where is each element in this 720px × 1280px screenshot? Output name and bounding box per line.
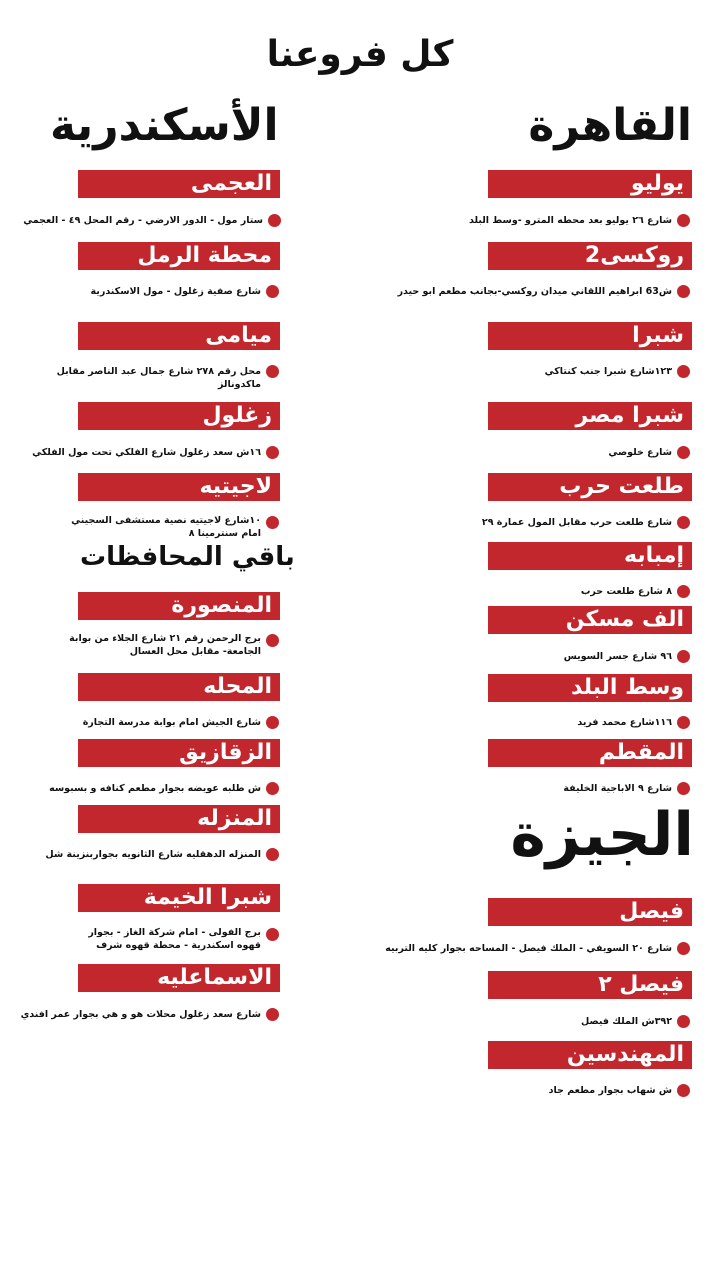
location-dot-icon	[677, 516, 690, 529]
location-dot-icon	[268, 214, 281, 227]
cairo-heading: القاهرة	[528, 100, 692, 151]
branch-address: ستار مول - الدور الارضي - رقم المحل ٤٩ - العجمي	[23, 215, 263, 226]
branch-address: ١٠شارع لاجيتيه نصية مستشفى السجيني امام سنترمينا ٨	[71, 515, 261, 539]
branch-address: شارع ٢٦ يوليو بعد محطه المترو -وسط البلد	[468, 215, 672, 226]
branch-cairo-yulyo: يوليو	[488, 170, 692, 198]
branch-address: ٨ شارع طلعت حرب	[580, 586, 672, 597]
location-dot-icon	[677, 585, 690, 598]
branch-cairo-alf-maskan: الف مسكن	[488, 606, 692, 634]
branch-mahalla: المحله	[78, 673, 280, 701]
branch-alex-agami: العجمى	[78, 170, 280, 198]
branch-cairo-shubra: شبرا	[488, 322, 692, 350]
branch-address: ١١٦شارع محمد فريد	[577, 717, 672, 728]
location-dot-icon	[266, 782, 279, 795]
branch-cairo-mokattam: المقطم	[488, 739, 692, 767]
branch-address: شارع سعد زغلول محلات هو و هي بجوار عمر افندي	[20, 1009, 261, 1020]
location-dot-icon	[677, 650, 690, 663]
location-dot-icon	[677, 214, 690, 227]
branch-address: محل رقم ٢٧٨ شارع جمال عبد الناصر مقابل ماكدونالز	[56, 366, 261, 390]
branch-address: ٣٩٢ش الملك فيصل	[581, 1016, 672, 1027]
branch-address: ١٦ش سعد زغلول شارع الفلكي تحت مول الفلكي	[32, 447, 261, 458]
location-dot-icon	[266, 716, 279, 729]
branch-address: برج الرحمن رقم ٢١ شارع الجلاء من بوابة الجامعة- مقابل محل العسال	[69, 633, 261, 657]
branch-address: شارع خلوصي	[608, 447, 672, 458]
branch-address: برج الفولى - امام شركة الغاز - بجوار قهوه اسكندرية - محطة قهوه شرف	[88, 927, 261, 951]
location-dot-icon	[266, 516, 279, 529]
branch-cairo-talaat-harb: طلعت حرب	[488, 473, 692, 501]
branch-address: ش طلبه عويضه بجوار مطعم كنافه و بسبوسه	[49, 783, 261, 794]
branch-address: شارع الجيش امام بوابة مدرسة التجارة	[82, 717, 261, 728]
branch-address: ١٢٣شارع شبرا جنب كنتاكي	[544, 366, 672, 377]
branch-zagazig: الزقازيق	[78, 739, 280, 767]
location-dot-icon	[677, 716, 690, 729]
branch-address: شارع صفية زغلول - مول الاسكندرية	[90, 286, 261, 297]
branch-mansoura: المنصورة	[78, 592, 280, 620]
branch-cairo-downtown: وسط البلد	[488, 674, 692, 702]
location-dot-icon	[266, 848, 279, 861]
branch-address: المنزله الدهقليه شارع الثانويه بجواربنزينة شل	[45, 849, 261, 860]
branch-giza-mohandessin: المهندسين	[488, 1041, 692, 1069]
branch-cairo-imbaba: إمبابه	[488, 542, 692, 570]
branch-giza-faisal-2: فيصل ٢	[488, 971, 692, 999]
branch-address: شارع ٩ الاباجية الخليفة	[563, 783, 672, 794]
branch-cairo-shubra-misr: شبرا مصر	[488, 402, 692, 430]
location-dot-icon	[266, 928, 279, 941]
alexandria-heading: الأسكندرية	[50, 100, 279, 151]
branch-cairo-roxy: روكسى2	[488, 242, 692, 270]
branch-address: ٩٦ شارع جسر السويس	[563, 651, 672, 662]
branch-alex-zaghloul: زغلول	[78, 402, 280, 430]
page-title: كل فروعنا	[266, 34, 454, 75]
location-dot-icon	[266, 446, 279, 459]
governorates-heading: باقي المحافظات	[80, 542, 295, 572]
location-dot-icon	[677, 285, 690, 298]
location-dot-icon	[677, 1084, 690, 1097]
branch-shubra-el-kheima: شبرا الخيمة	[78, 884, 280, 912]
location-dot-icon	[266, 285, 279, 298]
location-dot-icon	[677, 1015, 690, 1028]
location-dot-icon	[677, 365, 690, 378]
location-dot-icon	[266, 634, 279, 647]
branch-alex-miami: ميامى	[78, 322, 280, 350]
location-dot-icon	[266, 1008, 279, 1021]
giza-heading: الجيزة	[510, 800, 694, 870]
branch-ismailia: الاسماعليه	[78, 964, 280, 992]
branch-manzala: المنزله	[78, 805, 280, 833]
location-dot-icon	[677, 782, 690, 795]
location-dot-icon	[266, 365, 279, 378]
branch-address: شارع طلعت حرب مقابل المول عمارة ٢٩	[481, 517, 672, 528]
branch-address: شارع ٢٠ السويفي - الملك فيصل - المساحه بجوار كليه التربيه	[385, 943, 672, 954]
branch-giza-faisal: فيصل	[488, 898, 692, 926]
branch-address: ش شهاب بجوار مطعم جاد	[548, 1085, 672, 1096]
location-dot-icon	[677, 942, 690, 955]
branch-alex-lajiteh: لاجيتيه	[78, 473, 280, 501]
branch-address: ش63 ابراهيم اللقاني ميدان روكسي-بجانب مطعم ابو حيدر	[397, 286, 672, 297]
location-dot-icon	[677, 446, 690, 459]
branch-alex-raml-station: محطة الرمل	[78, 242, 280, 270]
